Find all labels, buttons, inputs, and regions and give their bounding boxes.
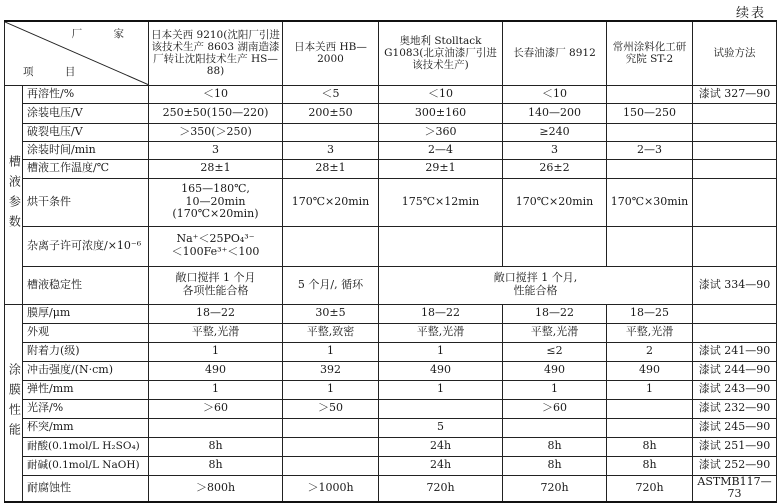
cell: 1 — [283, 342, 379, 361]
cell: 300±160 — [379, 103, 503, 123]
method-cell — [693, 103, 777, 123]
cell — [149, 178, 283, 226]
cell-line: 敞口搅拌 1 个月 — [175, 271, 256, 285]
table-row — [5, 141, 777, 159]
cell-line: 性能合格 — [513, 284, 558, 297]
cell: 29±1 — [379, 159, 503, 178]
cell — [607, 123, 693, 141]
cell — [283, 456, 379, 475]
row-label: 光泽/% — [23, 399, 149, 418]
row-label: 杂离子许可浓度/×10⁻⁶ — [23, 226, 149, 266]
cell: 18—25 — [607, 304, 693, 323]
col-header-5: 常州涂料化工研究院 ST-2 — [607, 21, 693, 85]
cell: 3 — [149, 141, 283, 159]
cell — [283, 123, 379, 141]
row-label: 烘干条件 — [23, 178, 149, 226]
cell — [149, 226, 283, 266]
row-label: 再溶性/% — [23, 85, 149, 103]
row-label: 耐碱(0.1mol/L NaOH) — [23, 456, 149, 475]
cell: 1 — [379, 380, 503, 399]
group-label-film: 涂膜性能 — [5, 304, 23, 502]
cell: 490 — [149, 361, 283, 380]
cell: 2—3 — [607, 141, 693, 159]
method-cell — [693, 323, 777, 342]
cell-line: 各项性能合格 — [182, 284, 249, 297]
method-cell: 漆试 244—90 — [693, 361, 777, 380]
row-label: 涂装时间/min — [23, 141, 149, 159]
cell: 200±50 — [283, 103, 379, 123]
cell — [379, 226, 503, 266]
cell-line: (170℃×20min) — [172, 207, 259, 221]
cell: 2 — [607, 342, 693, 361]
cell: ＞360 — [379, 123, 503, 141]
table-row — [5, 159, 777, 178]
cell: 1 — [149, 342, 283, 361]
table-row — [5, 304, 777, 323]
row-label: 耐腐蚀性 — [23, 475, 149, 502]
cell: 8h — [503, 437, 607, 456]
method-cell: 漆试 251—90 — [693, 437, 777, 456]
manufacturer-header: 厂 家 — [71, 28, 138, 40]
table-row — [5, 399, 777, 418]
cell: 8h — [149, 456, 283, 475]
table-row — [5, 123, 777, 141]
col-header-1: 日本关西 9210(沈阳厂引进该技术生产 8603 湖南造漆厂转让沈阳技术生产 HS—88) — [149, 21, 283, 85]
table-row — [5, 380, 777, 399]
cell-line: 10—20min — [185, 194, 246, 208]
cell: ＞50 — [283, 399, 379, 418]
cell: ＜5 — [283, 85, 379, 103]
method-cell — [693, 123, 777, 141]
cell: 1 — [503, 380, 607, 399]
cell: ＞1000h — [283, 475, 379, 502]
method-cell — [693, 304, 777, 323]
cell: ＜10 — [503, 85, 607, 103]
table-row — [5, 226, 777, 266]
row-label: 耐酸(0.1mol/L H₂SO₄) — [23, 437, 149, 456]
row-label: 膜厚/μm — [23, 304, 149, 323]
cell: ＞350(＞250) — [149, 123, 283, 141]
table-row — [5, 85, 777, 103]
cell-line: 165—180℃, — [181, 182, 250, 196]
cell: 250±50(150—220) — [149, 103, 283, 123]
cell: ≥240 — [503, 123, 607, 141]
cell: 720h — [379, 475, 503, 502]
table-row — [5, 418, 777, 437]
cell: 5 — [379, 418, 503, 437]
method-cell: 漆试 243—90 — [693, 380, 777, 399]
cell: 平整,光滑 — [379, 323, 503, 342]
table-row — [5, 456, 777, 475]
cell: 平整,光滑 — [503, 323, 607, 342]
table-row — [5, 266, 777, 304]
col-header-4: 长春油漆厂 8912 — [503, 21, 607, 85]
method-cell — [693, 226, 777, 266]
cell: ＜10 — [379, 85, 503, 103]
method-cell: 漆试 327—90 — [693, 85, 777, 103]
cell — [503, 226, 607, 266]
merged-cell — [379, 266, 693, 304]
coating-parameters-table — [4, 20, 777, 503]
cell: 175℃×12min — [379, 178, 503, 226]
method-cell: ASTMB117—73 — [693, 475, 777, 502]
table-row — [5, 323, 777, 342]
cell: 170℃×20min — [503, 178, 607, 226]
method-cell: 漆试 232—90 — [693, 399, 777, 418]
cell — [149, 418, 283, 437]
cell: ＞800h — [149, 475, 283, 502]
cell: 8h — [607, 437, 693, 456]
cell — [607, 399, 693, 418]
cell: 490 — [607, 361, 693, 380]
cell-line: Na⁺＜25PO₄³⁻ — [176, 232, 255, 246]
cell: 26±2 — [503, 159, 607, 178]
cell: 392 — [283, 361, 379, 380]
cell: 5 个月/, 循环 — [283, 266, 379, 304]
cell — [283, 437, 379, 456]
cell — [607, 418, 693, 437]
row-label: 附着力(级) — [23, 342, 149, 361]
method-cell: 漆试 252—90 — [693, 456, 777, 475]
cell: ＜10 — [149, 85, 283, 103]
row-label: 破裂电压/V — [23, 123, 149, 141]
cell: 18—22 — [149, 304, 283, 323]
cell: 490 — [503, 361, 607, 380]
row-label: 槽液稳定性 — [23, 266, 149, 304]
cell — [607, 226, 693, 266]
col-header-3: 奥地利 Stolltack G1083(北京油漆厂引进该技术生产) — [379, 21, 503, 85]
cell — [607, 85, 693, 103]
cell: 24h — [379, 437, 503, 456]
cell: 8h — [149, 437, 283, 456]
cell: 8h — [607, 456, 693, 475]
method-cell — [693, 141, 777, 159]
method-cell — [693, 178, 777, 226]
cell: 720h — [607, 475, 693, 502]
cell — [149, 266, 283, 304]
cell — [283, 418, 379, 437]
cell: 140—200 — [503, 103, 607, 123]
cell — [283, 226, 379, 266]
table-row — [5, 342, 777, 361]
table-row — [5, 437, 777, 456]
cell: 170℃×30min — [607, 178, 693, 226]
cell: 平整,光滑 — [607, 323, 693, 342]
col-header-method: 试验方法 — [693, 21, 777, 85]
cell — [607, 159, 693, 178]
method-cell: 漆试 245—90 — [693, 418, 777, 437]
cell: ≤2 — [503, 342, 607, 361]
cell: 平整,致密 — [283, 323, 379, 342]
cell-line: 敞口搅拌 1 个月, — [493, 271, 578, 285]
table-row — [5, 103, 777, 123]
cell: 8h — [503, 456, 607, 475]
cell: 24h — [379, 456, 503, 475]
row-label: 槽液工作温度/℃ — [23, 159, 149, 178]
cell: 1 — [149, 380, 283, 399]
row-label: 涂装电压/V — [23, 103, 149, 123]
col-header-2: 日本关西 HB—2000 — [283, 21, 379, 85]
cell: ＞60 — [503, 399, 607, 418]
cell: 150—250 — [607, 103, 693, 123]
cell: 3 — [503, 141, 607, 159]
method-cell: 漆试 241—90 — [693, 342, 777, 361]
cell: 3 — [283, 141, 379, 159]
cell: 490 — [379, 361, 503, 380]
row-label: 外观 — [23, 323, 149, 342]
cell: 28±1 — [283, 159, 379, 178]
table-row — [5, 361, 777, 380]
group-label-bath: 槽液参数 — [5, 85, 23, 304]
table-row — [5, 475, 777, 502]
cell: 18—22 — [503, 304, 607, 323]
row-label: 冲击强度/(N·cm) — [23, 361, 149, 380]
cell: 720h — [503, 475, 607, 502]
row-label: 杯突/mm — [23, 418, 149, 437]
cell: 30±5 — [283, 304, 379, 323]
item-header: 项 目 — [23, 66, 90, 79]
table-row — [5, 178, 777, 226]
cell: ＞60 — [149, 399, 283, 418]
cell: 18—22 — [379, 304, 503, 323]
cell: 170℃×20min — [283, 178, 379, 226]
cell: 1 — [283, 380, 379, 399]
diagonal-header-cell — [5, 21, 149, 85]
cell — [503, 418, 607, 437]
cell: 2—4 — [379, 141, 503, 159]
cell: 28±1 — [149, 159, 283, 178]
cell: 1 — [607, 380, 693, 399]
cell: 平整,光滑 — [149, 323, 283, 342]
header-row — [5, 21, 777, 85]
method-cell: 漆试 334—90 — [693, 266, 777, 304]
cell: 1 — [379, 342, 503, 361]
row-label: 弹性/mm — [23, 380, 149, 399]
continued-label: 续表 — [735, 6, 766, 21]
method-cell — [693, 159, 777, 178]
cell-line: ＜100Fe³⁺＜100 — [171, 245, 260, 258]
cell — [379, 399, 503, 418]
